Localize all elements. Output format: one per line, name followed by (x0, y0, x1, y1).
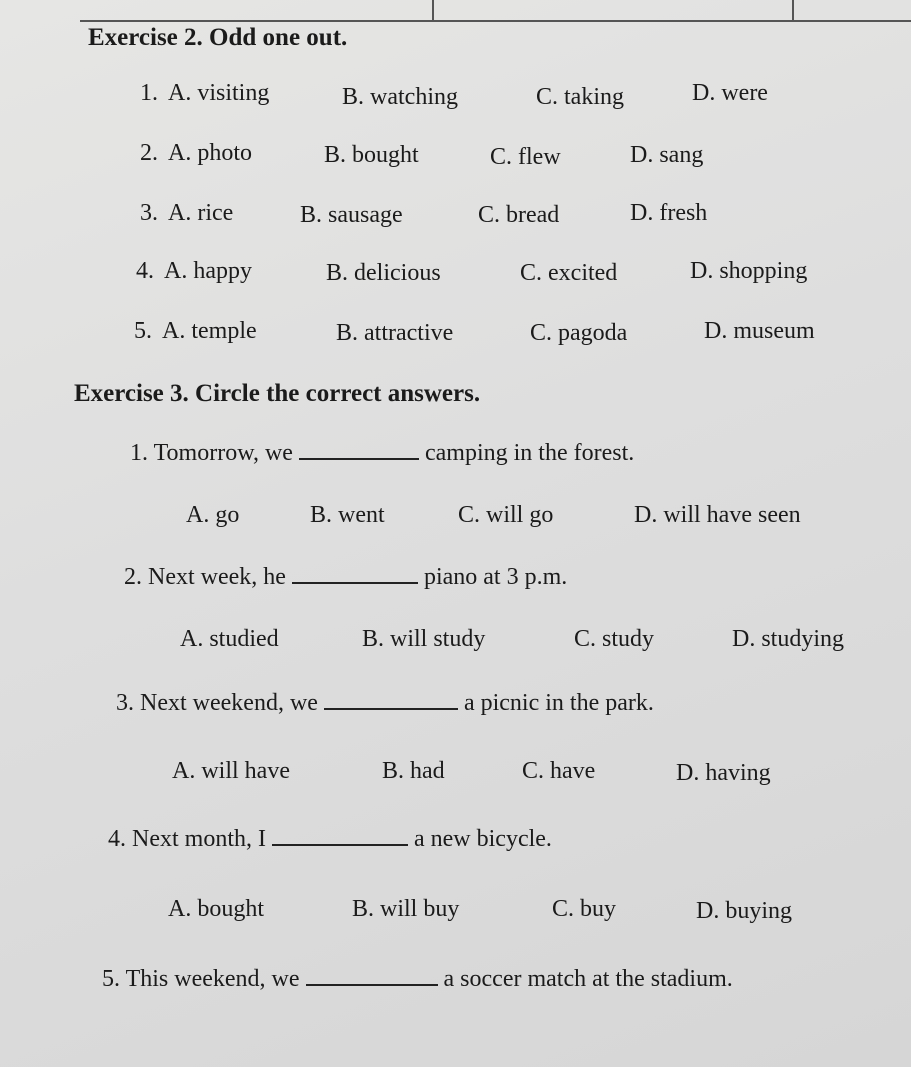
option-c: C. excited (520, 260, 618, 286)
question (116, 690, 654, 717)
answer-blank[interactable] (324, 690, 458, 710)
exercise-3-title: Exercise 3. Circle the correct answers. (74, 380, 481, 407)
option-a: A. temple (162, 318, 257, 344)
question-text-before: 1. Tomorrow, we (130, 440, 293, 466)
question-text-after: a picnic in the park. (463, 690, 654, 716)
option-c[interactable]: C. buy (552, 896, 617, 922)
option-d: D. fresh (630, 200, 708, 226)
option-a: A. rice (168, 200, 234, 226)
option-b[interactable]: B. will study (362, 626, 486, 652)
option-d[interactable]: D. studying (732, 626, 845, 652)
option-a: 2. (140, 140, 158, 166)
question (108, 826, 552, 853)
question-text-after: camping in the forest. (424, 440, 635, 466)
table-border-top (80, 20, 911, 22)
option-c: C. flew (490, 144, 561, 170)
question-text-after: piano at 3 p.m. (423, 564, 568, 590)
option-a: 5. (134, 318, 152, 344)
question (130, 440, 634, 467)
option-c[interactable]: C. study (574, 626, 655, 652)
option-b[interactable]: B. had (382, 758, 445, 784)
question-text-after: a soccer match at the stadium. (443, 966, 733, 992)
option-a: A. visiting (168, 80, 270, 106)
answer-blank[interactable] (299, 440, 419, 460)
answer-blank[interactable] (272, 826, 408, 846)
option-d: D. museum (704, 318, 815, 344)
answer-blank[interactable] (306, 966, 438, 986)
option-d: D. sang (630, 142, 704, 168)
question-text-before: 3. Next weekend, we (116, 690, 318, 716)
answer-blank[interactable] (292, 564, 418, 584)
option-a: 3. (140, 200, 158, 226)
option-a[interactable]: A. bought (168, 896, 264, 922)
option-a: 1. (140, 80, 158, 106)
option-d[interactable]: D. will have seen (634, 502, 801, 528)
exercise-2-title: Exercise 2. Odd one out. (88, 24, 348, 51)
option-d[interactable]: D. having (676, 760, 771, 786)
question-text-before: 2. Next week, he (124, 564, 286, 590)
option-a: A. photo (168, 140, 252, 166)
option-b: B. delicious (326, 260, 441, 286)
option-a[interactable]: A. studied (180, 626, 279, 652)
option-b: B. watching (342, 84, 458, 110)
option-d[interactable]: D. buying (696, 898, 792, 924)
option-d: D. were (692, 80, 768, 106)
question (102, 966, 733, 993)
option-c[interactable]: C. will go (458, 502, 554, 528)
question-text-after: a new bicycle. (413, 826, 552, 852)
question-text-before: 4. Next month, I (108, 826, 266, 852)
option-b: B. attractive (336, 320, 454, 346)
option-a: 4. (136, 258, 154, 284)
option-b[interactable]: B. will buy (352, 896, 460, 922)
option-c: C. taking (536, 84, 624, 110)
option-c: C. pagoda (530, 320, 628, 346)
option-b: B. bought (324, 142, 419, 168)
table-divider-left (432, 0, 434, 22)
option-a: A. happy (164, 258, 252, 284)
option-c[interactable]: C. have (522, 758, 596, 784)
option-d: D. shopping (690, 258, 808, 284)
question-text-before: 5. This weekend, we (102, 966, 300, 992)
option-c: C. bread (478, 202, 560, 228)
table-divider-right (792, 0, 794, 20)
option-a[interactable]: A. will have (172, 758, 290, 784)
question (124, 564, 567, 591)
option-a[interactable]: A. go (186, 502, 240, 528)
option-b: B. sausage (300, 202, 403, 228)
option-b[interactable]: B. went (310, 502, 385, 528)
